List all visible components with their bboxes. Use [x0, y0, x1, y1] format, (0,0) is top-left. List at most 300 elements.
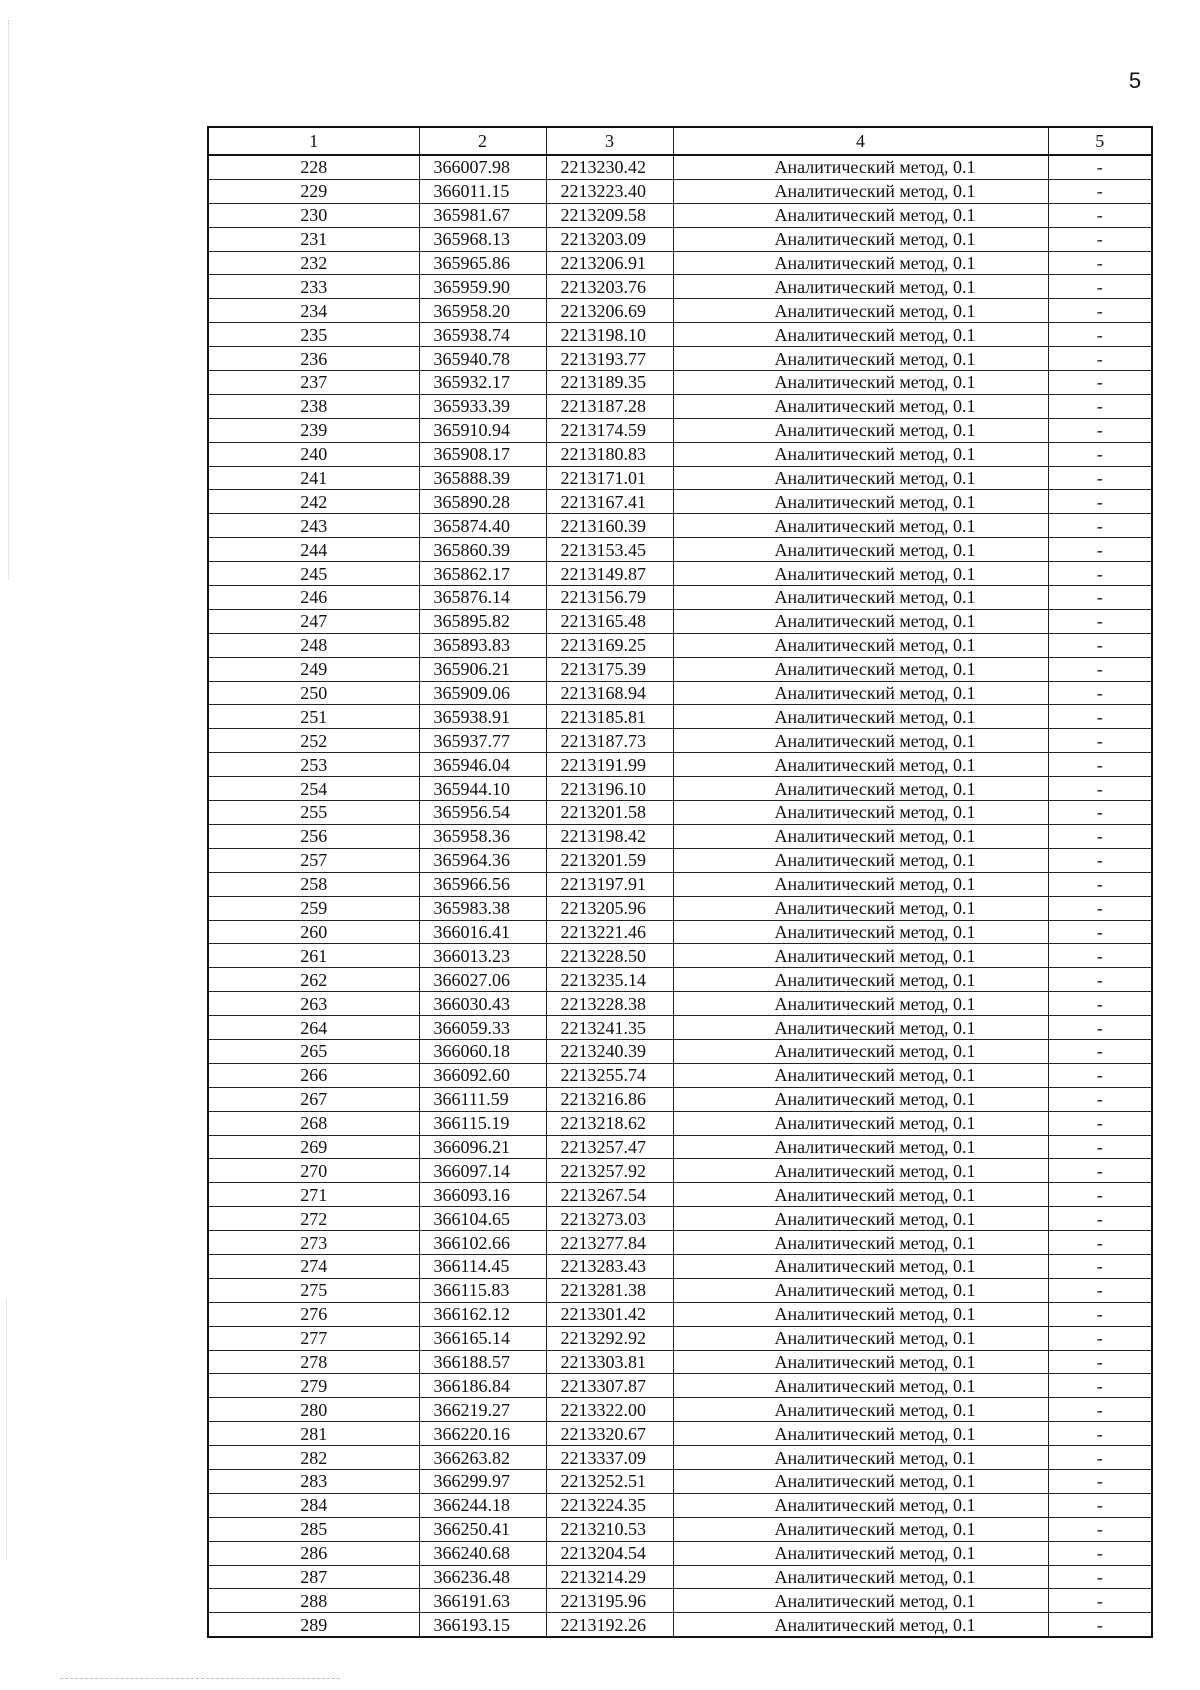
y-coordinate-cell: 2213292.92: [546, 1326, 673, 1350]
y-coordinate-cell: 2213153.45: [546, 538, 673, 562]
table-header-row: [208, 127, 1152, 155]
y-coordinate-cell: 2213160.39: [546, 514, 673, 538]
description-cell: -: [1048, 1135, 1152, 1159]
description-cell: -: [1048, 657, 1152, 681]
point-number-cell: 258: [208, 872, 419, 896]
description-cell: -: [1048, 155, 1152, 179]
description-cell: -: [1048, 299, 1152, 323]
point-number-cell: 245: [208, 562, 419, 586]
method-cell: Аналитический метод, 0.1: [673, 824, 1048, 848]
point-number-cell: 260: [208, 920, 419, 944]
method-cell: Аналитический метод, 0.1: [673, 299, 1048, 323]
x-coordinate-cell: 366165.14: [419, 1326, 546, 1350]
x-coordinate-cell: 365966.56: [419, 872, 546, 896]
table-row: [208, 394, 1152, 418]
y-coordinate-cell: 2213175.39: [546, 657, 673, 681]
table-row: [208, 1063, 1152, 1087]
description-cell: -: [1048, 1398, 1152, 1422]
y-coordinate-cell: 2213216.86: [546, 1087, 673, 1111]
x-coordinate-cell: 365944.10: [419, 777, 546, 801]
table-row: [208, 777, 1152, 801]
point-number-cell: 270: [208, 1159, 419, 1183]
table-row: [208, 275, 1152, 299]
method-cell: Аналитический метод, 0.1: [673, 514, 1048, 538]
description-cell: -: [1048, 1446, 1152, 1470]
description-cell: -: [1048, 848, 1152, 872]
table-row: [208, 848, 1152, 872]
method-cell: Аналитический метод, 0.1: [673, 586, 1048, 610]
coordinates-table: [207, 126, 1153, 1638]
y-coordinate-cell: 2213195.96: [546, 1589, 673, 1613]
y-coordinate-cell: 2213191.99: [546, 753, 673, 777]
point-number-cell: 262: [208, 968, 419, 992]
table-row: [208, 1469, 1152, 1493]
point-number-cell: 238: [208, 394, 419, 418]
description-cell: -: [1048, 1063, 1152, 1087]
table-row: [208, 1613, 1152, 1637]
table-row: [208, 1278, 1152, 1302]
x-coordinate-cell: 366115.19: [419, 1111, 546, 1135]
x-coordinate-cell: 366162.12: [419, 1302, 546, 1326]
description-cell: -: [1048, 1016, 1152, 1040]
table-row: [208, 1422, 1152, 1446]
x-coordinate-cell: 366193.15: [419, 1613, 546, 1637]
x-coordinate-cell: 366016.41: [419, 920, 546, 944]
x-coordinate-cell: 365888.39: [419, 466, 546, 490]
method-cell: Аналитический метод, 0.1: [673, 705, 1048, 729]
method-cell: Аналитический метод, 0.1: [673, 179, 1048, 203]
method-cell: Аналитический метод, 0.1: [673, 1111, 1048, 1135]
point-number-cell: 261: [208, 944, 419, 968]
table-row: [208, 1517, 1152, 1541]
x-coordinate-cell: 366060.18: [419, 1039, 546, 1063]
column-header-point-number: 1: [208, 127, 419, 155]
point-number-cell: 256: [208, 824, 419, 848]
description-cell: -: [1048, 1111, 1152, 1135]
point-number-cell: 249: [208, 657, 419, 681]
description-cell: -: [1048, 705, 1152, 729]
x-coordinate-cell: 365958.20: [419, 299, 546, 323]
y-coordinate-cell: 2213193.77: [546, 347, 673, 371]
table-row: [208, 824, 1152, 848]
x-coordinate-cell: 366111.59: [419, 1087, 546, 1111]
method-cell: Аналитический метод, 0.1: [673, 1613, 1048, 1637]
page-number: 5: [1128, 68, 1142, 93]
point-number-cell: 241: [208, 466, 419, 490]
x-coordinate-cell: 365938.74: [419, 323, 546, 347]
method-cell: Аналитический метод, 0.1: [673, 1565, 1048, 1589]
description-cell: -: [1048, 251, 1152, 275]
point-number-cell: 230: [208, 203, 419, 227]
point-number-cell: 273: [208, 1231, 419, 1255]
method-cell: Аналитический метод, 0.1: [673, 801, 1048, 825]
method-cell: Аналитический метод, 0.1: [673, 562, 1048, 586]
point-number-cell: 237: [208, 371, 419, 395]
y-coordinate-cell: 2213205.96: [546, 896, 673, 920]
column-header-x: 2: [419, 127, 546, 155]
table-row: [208, 1016, 1152, 1040]
point-number-cell: 265: [208, 1039, 419, 1063]
description-cell: -: [1048, 920, 1152, 944]
table-body: [208, 155, 1152, 1637]
method-cell: Аналитический метод, 0.1: [673, 729, 1048, 753]
x-coordinate-cell: 365968.13: [419, 227, 546, 251]
method-cell: Аналитический метод, 0.1: [673, 896, 1048, 920]
y-coordinate-cell: 2213169.25: [546, 633, 673, 657]
table-row: [208, 1254, 1152, 1278]
point-number-cell: 248: [208, 633, 419, 657]
description-cell: -: [1048, 1039, 1152, 1063]
point-number-cell: 233: [208, 275, 419, 299]
x-coordinate-cell: 366240.68: [419, 1541, 546, 1565]
y-coordinate-cell: 2213228.50: [546, 944, 673, 968]
table-row: [208, 323, 1152, 347]
point-number-cell: 274: [208, 1254, 419, 1278]
x-coordinate-cell: 366011.15: [419, 179, 546, 203]
description-cell: -: [1048, 729, 1152, 753]
point-number-cell: 272: [208, 1207, 419, 1231]
x-coordinate-cell: 365933.39: [419, 394, 546, 418]
method-cell: Аналитический метод, 0.1: [673, 681, 1048, 705]
method-cell: Аналитический метод, 0.1: [673, 1493, 1048, 1517]
point-number-cell: 247: [208, 609, 419, 633]
point-number-cell: 255: [208, 801, 419, 825]
description-cell: -: [1048, 1422, 1152, 1446]
scan-footer-mark: [60, 1678, 340, 1679]
x-coordinate-cell: 365910.94: [419, 418, 546, 442]
table-row: [208, 681, 1152, 705]
description-cell: -: [1048, 1350, 1152, 1374]
method-cell: Аналитический метод, 0.1: [673, 1541, 1048, 1565]
x-coordinate-cell: 365890.28: [419, 490, 546, 514]
x-coordinate-cell: 366191.63: [419, 1589, 546, 1613]
y-coordinate-cell: 2213307.87: [546, 1374, 673, 1398]
description-cell: -: [1048, 1254, 1152, 1278]
table-row: [208, 920, 1152, 944]
table-row: [208, 442, 1152, 466]
x-coordinate-cell: 365956.54: [419, 801, 546, 825]
method-cell: Аналитический метод, 0.1: [673, 1039, 1048, 1063]
method-cell: Аналитический метод, 0.1: [673, 1469, 1048, 1493]
method-cell: Аналитический метод, 0.1: [673, 1016, 1048, 1040]
y-coordinate-cell: 2213221.46: [546, 920, 673, 944]
y-coordinate-cell: 2213257.47: [546, 1135, 673, 1159]
method-cell: Аналитический метод, 0.1: [673, 1278, 1048, 1302]
description-cell: -: [1048, 418, 1152, 442]
description-cell: -: [1048, 466, 1152, 490]
table-row: [208, 1111, 1152, 1135]
x-coordinate-cell: 366299.97: [419, 1469, 546, 1493]
point-number-cell: 287: [208, 1565, 419, 1589]
description-cell: -: [1048, 968, 1152, 992]
method-cell: Аналитический метод, 0.1: [673, 1159, 1048, 1183]
x-coordinate-cell: 365964.36: [419, 848, 546, 872]
y-coordinate-cell: 2213185.81: [546, 705, 673, 729]
method-cell: Аналитический метод, 0.1: [673, 418, 1048, 442]
scan-edge-mark: [8, 20, 9, 580]
point-number-cell: 266: [208, 1063, 419, 1087]
x-coordinate-cell: 365860.39: [419, 538, 546, 562]
point-number-cell: 283: [208, 1469, 419, 1493]
table-row: [208, 1541, 1152, 1565]
y-coordinate-cell: 2213198.10: [546, 323, 673, 347]
table-row: [208, 1087, 1152, 1111]
x-coordinate-cell: 365958.36: [419, 824, 546, 848]
y-coordinate-cell: 2213187.28: [546, 394, 673, 418]
method-cell: Аналитический метод, 0.1: [673, 1135, 1048, 1159]
method-cell: Аналитический метод, 0.1: [673, 466, 1048, 490]
description-cell: -: [1048, 1374, 1152, 1398]
description-cell: -: [1048, 562, 1152, 586]
description-cell: -: [1048, 1087, 1152, 1111]
y-coordinate-cell: 2213257.92: [546, 1159, 673, 1183]
method-cell: Аналитический метод, 0.1: [673, 347, 1048, 371]
y-coordinate-cell: 2213187.73: [546, 729, 673, 753]
y-coordinate-cell: 2213198.42: [546, 824, 673, 848]
x-coordinate-cell: 366220.16: [419, 1422, 546, 1446]
table-row: [208, 538, 1152, 562]
y-coordinate-cell: 2213203.09: [546, 227, 673, 251]
description-cell: -: [1048, 824, 1152, 848]
point-number-cell: 228: [208, 155, 419, 179]
y-coordinate-cell: 2213203.76: [546, 275, 673, 299]
table-row: [208, 1159, 1152, 1183]
description-cell: -: [1048, 753, 1152, 777]
table-row: [208, 1183, 1152, 1207]
y-coordinate-cell: 2213223.40: [546, 179, 673, 203]
x-coordinate-cell: 365895.82: [419, 609, 546, 633]
y-coordinate-cell: 2213156.79: [546, 586, 673, 610]
point-number-cell: 250: [208, 681, 419, 705]
method-cell: Аналитический метод, 0.1: [673, 633, 1048, 657]
x-coordinate-cell: 365876.14: [419, 586, 546, 610]
y-coordinate-cell: 2213273.03: [546, 1207, 673, 1231]
point-number-cell: 253: [208, 753, 419, 777]
y-coordinate-cell: 2213240.39: [546, 1039, 673, 1063]
point-number-cell: 271: [208, 1183, 419, 1207]
y-coordinate-cell: 2213149.87: [546, 562, 673, 586]
x-coordinate-cell: 366013.23: [419, 944, 546, 968]
description-cell: -: [1048, 347, 1152, 371]
y-coordinate-cell: 2213165.48: [546, 609, 673, 633]
method-cell: Аналитический метод, 0.1: [673, 227, 1048, 251]
point-number-cell: 239: [208, 418, 419, 442]
description-cell: -: [1048, 1541, 1152, 1565]
y-coordinate-cell: 2213214.29: [546, 1565, 673, 1589]
table-row: [208, 490, 1152, 514]
y-coordinate-cell: 2213303.81: [546, 1350, 673, 1374]
y-coordinate-cell: 2213167.41: [546, 490, 673, 514]
method-cell: Аналитический метод, 0.1: [673, 490, 1048, 514]
y-coordinate-cell: 2213206.69: [546, 299, 673, 323]
point-number-cell: 244: [208, 538, 419, 562]
y-coordinate-cell: 2213277.84: [546, 1231, 673, 1255]
column-header-method: 4: [673, 127, 1048, 155]
scan-edge-mark: [6, 1300, 7, 1560]
point-number-cell: 279: [208, 1374, 419, 1398]
description-cell: -: [1048, 227, 1152, 251]
table-row: [208, 418, 1152, 442]
description-cell: -: [1048, 777, 1152, 801]
x-coordinate-cell: 366219.27: [419, 1398, 546, 1422]
point-number-cell: 282: [208, 1446, 419, 1470]
y-coordinate-cell: 2213210.53: [546, 1517, 673, 1541]
description-cell: -: [1048, 1278, 1152, 1302]
x-coordinate-cell: 365937.77: [419, 729, 546, 753]
x-coordinate-cell: 366115.83: [419, 1278, 546, 1302]
method-cell: Аналитический метод, 0.1: [673, 1350, 1048, 1374]
method-cell: Аналитический метод, 0.1: [673, 1422, 1048, 1446]
description-cell: -: [1048, 609, 1152, 633]
x-coordinate-cell: 366093.16: [419, 1183, 546, 1207]
x-coordinate-cell: 366059.33: [419, 1016, 546, 1040]
y-coordinate-cell: 2213196.10: [546, 777, 673, 801]
point-number-cell: 257: [208, 848, 419, 872]
point-number-cell: 288: [208, 1589, 419, 1613]
description-cell: -: [1048, 586, 1152, 610]
table-row: [208, 1374, 1152, 1398]
x-coordinate-cell: 366096.21: [419, 1135, 546, 1159]
description-cell: -: [1048, 1231, 1152, 1255]
point-number-cell: 286: [208, 1541, 419, 1565]
table-row: [208, 466, 1152, 490]
point-number-cell: 252: [208, 729, 419, 753]
description-cell: -: [1048, 179, 1152, 203]
y-coordinate-cell: 2213180.83: [546, 442, 673, 466]
method-cell: Аналитический метод, 0.1: [673, 1063, 1048, 1087]
x-coordinate-cell: 366104.65: [419, 1207, 546, 1231]
y-coordinate-cell: 2213168.94: [546, 681, 673, 705]
method-cell: Аналитический метод, 0.1: [673, 992, 1048, 1016]
method-cell: Аналитический метод, 0.1: [673, 1326, 1048, 1350]
description-cell: -: [1048, 992, 1152, 1016]
y-coordinate-cell: 2213252.51: [546, 1469, 673, 1493]
description-cell: -: [1048, 1183, 1152, 1207]
x-coordinate-cell: 365874.40: [419, 514, 546, 538]
table-row: [208, 371, 1152, 395]
y-coordinate-cell: 2213228.38: [546, 992, 673, 1016]
description-cell: -: [1048, 490, 1152, 514]
table-row: [208, 896, 1152, 920]
table-row: [208, 514, 1152, 538]
description-cell: -: [1048, 1517, 1152, 1541]
y-coordinate-cell: 2213171.01: [546, 466, 673, 490]
description-cell: -: [1048, 1493, 1152, 1517]
x-coordinate-cell: 366263.82: [419, 1446, 546, 1470]
point-number-cell: 240: [208, 442, 419, 466]
description-cell: -: [1048, 1159, 1152, 1183]
table-row: [208, 1446, 1152, 1470]
x-coordinate-cell: 365940.78: [419, 347, 546, 371]
x-coordinate-cell: 366244.18: [419, 1493, 546, 1517]
table-row: [208, 1350, 1152, 1374]
y-coordinate-cell: 2213235.14: [546, 968, 673, 992]
table-row: [208, 705, 1152, 729]
point-number-cell: 284: [208, 1493, 419, 1517]
method-cell: Аналитический метод, 0.1: [673, 1446, 1048, 1470]
table-row: [208, 227, 1152, 251]
table-row: [208, 992, 1152, 1016]
table-row: [208, 1302, 1152, 1326]
method-cell: Аналитический метод, 0.1: [673, 1254, 1048, 1278]
x-coordinate-cell: 366092.60: [419, 1063, 546, 1087]
description-cell: -: [1048, 944, 1152, 968]
method-cell: Аналитический метод, 0.1: [673, 394, 1048, 418]
point-number-cell: 269: [208, 1135, 419, 1159]
table-row: [208, 155, 1152, 179]
method-cell: Аналитический метод, 0.1: [673, 848, 1048, 872]
method-cell: Аналитический метод, 0.1: [673, 251, 1048, 275]
description-cell: -: [1048, 1565, 1152, 1589]
point-number-cell: 229: [208, 179, 419, 203]
x-coordinate-cell: 366030.43: [419, 992, 546, 1016]
point-number-cell: 259: [208, 896, 419, 920]
y-coordinate-cell: 2213206.91: [546, 251, 673, 275]
y-coordinate-cell: 2213197.91: [546, 872, 673, 896]
point-number-cell: 231: [208, 227, 419, 251]
method-cell: Аналитический метод, 0.1: [673, 1087, 1048, 1111]
y-coordinate-cell: 2213224.35: [546, 1493, 673, 1517]
y-coordinate-cell: 2213218.62: [546, 1111, 673, 1135]
x-coordinate-cell: 366186.84: [419, 1374, 546, 1398]
method-cell: Аналитический метод, 0.1: [673, 1589, 1048, 1613]
method-cell: Аналитический метод, 0.1: [673, 275, 1048, 299]
description-cell: -: [1048, 872, 1152, 896]
method-cell: Аналитический метод, 0.1: [673, 968, 1048, 992]
table-row: [208, 1589, 1152, 1613]
point-number-cell: 251: [208, 705, 419, 729]
description-cell: -: [1048, 538, 1152, 562]
x-coordinate-cell: 365908.17: [419, 442, 546, 466]
y-coordinate-cell: 2213267.54: [546, 1183, 673, 1207]
x-coordinate-cell: 365893.83: [419, 633, 546, 657]
x-coordinate-cell: 366114.45: [419, 1254, 546, 1278]
x-coordinate-cell: 365983.38: [419, 896, 546, 920]
point-number-cell: 235: [208, 323, 419, 347]
x-coordinate-cell: 365862.17: [419, 562, 546, 586]
point-number-cell: 242: [208, 490, 419, 514]
table-row: [208, 1398, 1152, 1422]
description-cell: -: [1048, 1469, 1152, 1493]
method-cell: Аналитический метод, 0.1: [673, 920, 1048, 944]
table-row: [208, 657, 1152, 681]
x-coordinate-cell: 365932.17: [419, 371, 546, 395]
table-row: [208, 251, 1152, 275]
description-cell: -: [1048, 514, 1152, 538]
method-cell: Аналитический метод, 0.1: [673, 657, 1048, 681]
description-cell: -: [1048, 323, 1152, 347]
y-coordinate-cell: 2213322.00: [546, 1398, 673, 1422]
y-coordinate-cell: 2213337.09: [546, 1446, 673, 1470]
x-coordinate-cell: 365906.21: [419, 657, 546, 681]
table-row: [208, 1039, 1152, 1063]
point-number-cell: 246: [208, 586, 419, 610]
table-row: [208, 1493, 1152, 1517]
x-coordinate-cell: 366097.14: [419, 1159, 546, 1183]
method-cell: Аналитический метод, 0.1: [673, 944, 1048, 968]
point-number-cell: 280: [208, 1398, 419, 1422]
table-row: [208, 179, 1152, 203]
point-number-cell: 254: [208, 777, 419, 801]
point-number-cell: 281: [208, 1422, 419, 1446]
method-cell: Аналитический метод, 0.1: [673, 323, 1048, 347]
method-cell: Аналитический метод, 0.1: [673, 203, 1048, 227]
table-row: [208, 801, 1152, 825]
point-number-cell: 275: [208, 1278, 419, 1302]
point-number-cell: 236: [208, 347, 419, 371]
description-cell: -: [1048, 442, 1152, 466]
method-cell: Аналитический метод, 0.1: [673, 1183, 1048, 1207]
